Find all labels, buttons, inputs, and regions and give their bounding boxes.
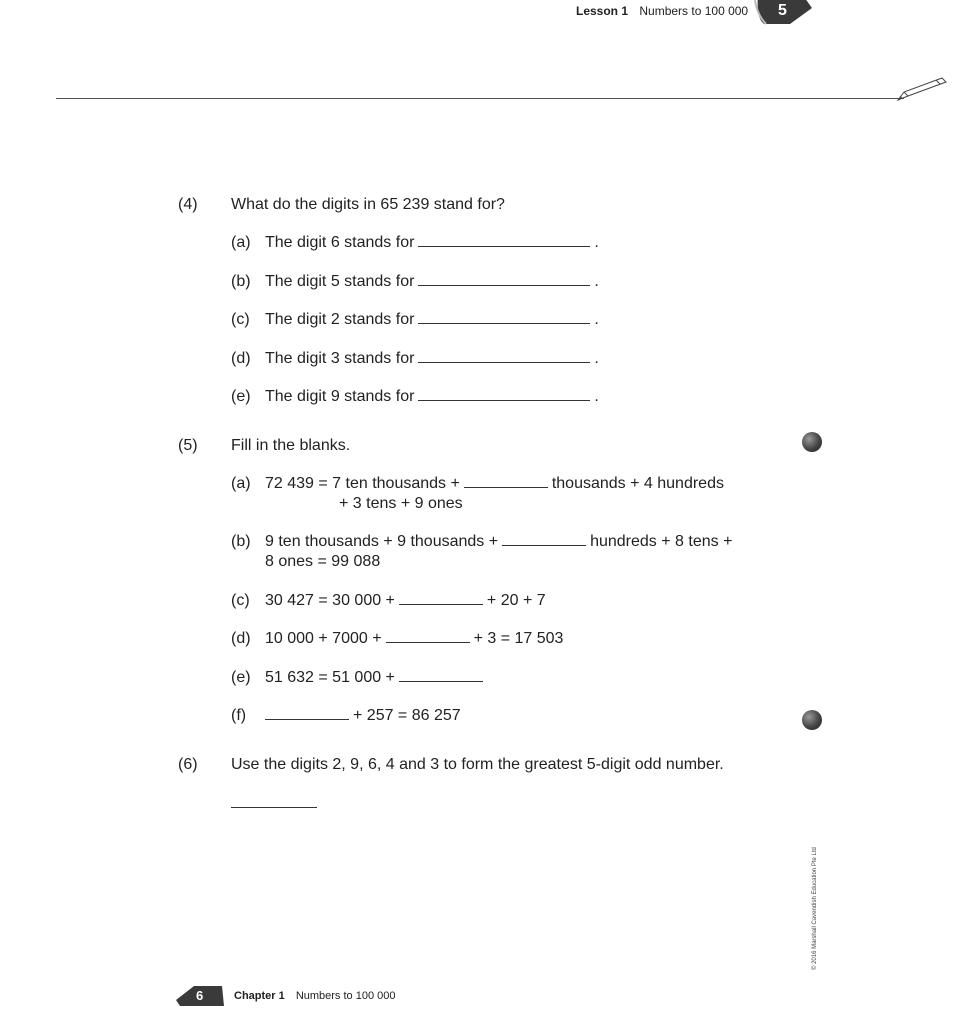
binder-hole bbox=[802, 432, 822, 452]
answer-blank[interactable] bbox=[464, 486, 548, 488]
item-label: (e) bbox=[231, 388, 251, 405]
question-5d bbox=[231, 630, 563, 648]
item-pre: 51 632 = 51 000 + bbox=[265, 669, 395, 686]
answer-blank[interactable] bbox=[231, 807, 317, 808]
question-6-text: Use the digits 2, 9, 6, 4 and 3 to form the greatest 5-digit odd number. bbox=[231, 756, 724, 773]
question-4e bbox=[231, 388, 599, 406]
item-label: (b) bbox=[231, 533, 251, 550]
end-punct: . bbox=[594, 350, 599, 367]
footer-title: Numbers to 100 000 bbox=[295, 990, 396, 1002]
footer-chapter: Chapter 1 bbox=[234, 990, 285, 1002]
item-label: (f) bbox=[231, 707, 247, 724]
question-4b bbox=[231, 273, 599, 291]
question-5-number: (5) bbox=[178, 437, 198, 454]
item-text: The digit 3 stands for bbox=[265, 350, 415, 367]
answer-blank[interactable] bbox=[418, 245, 590, 247]
question-4a bbox=[231, 234, 599, 252]
question-5b-line2: 8 ones = 99 088 bbox=[265, 553, 381, 570]
question-5c bbox=[231, 592, 546, 610]
header-rule bbox=[56, 98, 904, 99]
lesson-label: Lesson 1 bbox=[576, 4, 629, 18]
item-pre: 9 ten thousands + 9 thousands + bbox=[265, 533, 499, 550]
copyright-notice: © 2016 Marshall Cavendish Education Pte Ltd bbox=[812, 847, 818, 970]
item-post: + 20 + 7 bbox=[486, 592, 546, 609]
item-label: (c) bbox=[231, 592, 250, 609]
page-header bbox=[576, 4, 748, 18]
question-4-text: What do the digits in 65 239 stand for? bbox=[231, 196, 505, 213]
end-punct: . bbox=[594, 311, 599, 328]
answer-blank[interactable] bbox=[386, 641, 470, 643]
item-label: (a) bbox=[231, 475, 251, 492]
item-pre: 72 439 = 7 ten thousands + bbox=[265, 475, 460, 492]
item-text: The digit 6 stands for bbox=[265, 234, 415, 251]
item-label: (b) bbox=[231, 273, 251, 290]
answer-blank[interactable] bbox=[502, 544, 586, 546]
answer-blank[interactable] bbox=[418, 322, 590, 324]
question-5e bbox=[231, 669, 487, 687]
question-5a-line2: + 3 tens + 9 ones bbox=[339, 495, 463, 512]
answer-blank[interactable] bbox=[418, 399, 590, 401]
question-4-number: (4) bbox=[178, 196, 198, 213]
answer-blank[interactable] bbox=[418, 361, 590, 363]
item-text: The digit 5 stands for bbox=[265, 273, 415, 290]
item-label: (e) bbox=[231, 669, 251, 686]
end-punct: . bbox=[594, 234, 599, 251]
question-4d bbox=[231, 350, 599, 368]
page-number: 5 bbox=[778, 2, 787, 19]
pencil-icon bbox=[896, 76, 948, 102]
binder-hole bbox=[802, 710, 822, 730]
end-punct: . bbox=[594, 388, 599, 405]
question-5-text: Fill in the blanks. bbox=[231, 437, 351, 454]
item-label: (a) bbox=[231, 234, 251, 251]
item-label: (c) bbox=[231, 311, 250, 328]
item-post: + 257 = 86 257 bbox=[353, 707, 461, 724]
lesson-title: Numbers to 100 000 bbox=[639, 4, 749, 18]
question-5b bbox=[231, 533, 732, 551]
answer-blank[interactable] bbox=[265, 718, 349, 720]
item-post: + 3 = 17 503 bbox=[473, 630, 564, 647]
item-label: (d) bbox=[231, 630, 251, 647]
answer-blank[interactable] bbox=[399, 680, 483, 682]
item-pre: 30 427 = 30 000 + bbox=[265, 592, 395, 609]
item-pre: 10 000 + 7000 + bbox=[265, 630, 382, 647]
question-5a bbox=[231, 475, 724, 493]
item-text: The digit 9 stands for bbox=[265, 388, 415, 405]
item-text: The digit 2 stands for bbox=[265, 311, 415, 328]
question-6-number: (6) bbox=[178, 756, 198, 773]
page-footer bbox=[176, 990, 395, 1002]
answer-blank[interactable] bbox=[399, 603, 483, 605]
footer-page-number: 6 bbox=[196, 988, 204, 1003]
question-5f bbox=[231, 707, 461, 725]
question-4c bbox=[231, 311, 599, 329]
end-punct: . bbox=[594, 273, 599, 290]
item-post: thousands + 4 hundreds bbox=[551, 475, 724, 492]
page-number-badge bbox=[754, 0, 814, 28]
answer-blank[interactable] bbox=[418, 284, 590, 286]
item-label: (d) bbox=[231, 350, 251, 367]
item-post: hundreds + 8 tens + bbox=[590, 533, 733, 550]
